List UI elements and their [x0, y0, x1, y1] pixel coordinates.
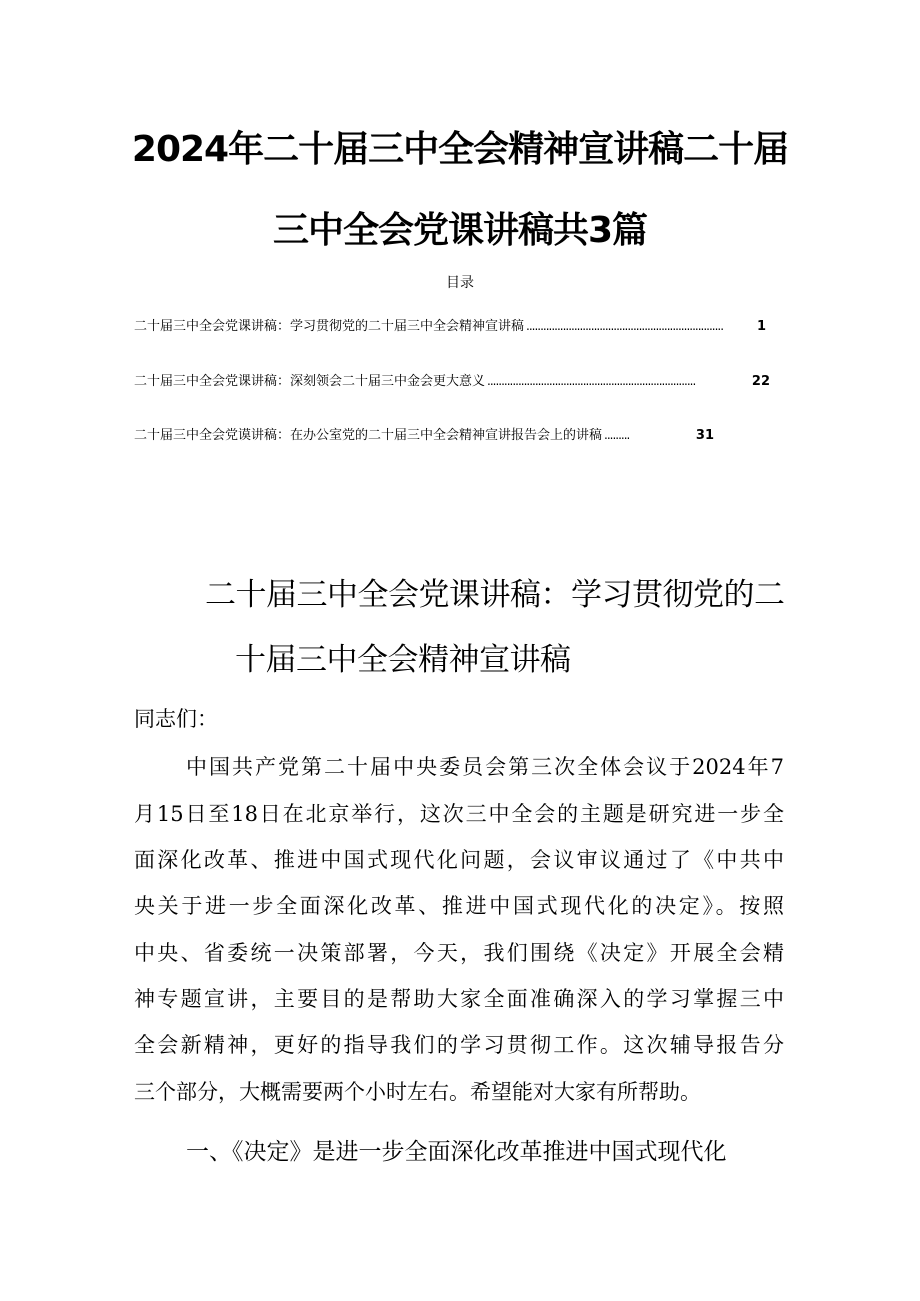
paragraph-line: 面深化改革、推进中国式现代化问题，会议审议通过了《中共中 — [134, 848, 784, 872]
toc-leader-dots: ......... — [604, 428, 630, 442]
section-title-line-1: 二十届三中全会党课讲稿：学习贯彻党的二 — [205, 577, 785, 613]
paragraph-line: 全会新精神，更好的指导我们的学习贯彻工作。这次辅导报告分 — [134, 1033, 784, 1057]
toc-heading: 目录 — [446, 275, 474, 291]
toc-page-number: 1 — [756, 319, 766, 334]
toc-entry-text: 二十届三中全会党课讲稿：深刻领会二十届三中金会更大意义 — [134, 374, 486, 389]
document-title-line-1: 2024年二十届三中全会精神宣讲稿二十届 — [131, 129, 789, 170]
toc-page-number: 31 — [695, 428, 714, 443]
toc-page-number: 22 — [751, 374, 770, 389]
toc-entry[interactable] — [134, 425, 714, 445]
section-subheading: 一、《决定》是进一步全面深化改革推进中国式现代化 — [186, 1139, 727, 1165]
toc-leader-dots: ...................................................................... — [526, 319, 724, 333]
section-title-line-2: 十届三中全会精神宣讲稿 — [235, 642, 571, 678]
toc-leader-dots: .......................................................................... — [487, 374, 696, 388]
paragraph-line: 中央、省委统一决策部署，今天，我们围绕《决定》开展全会精 — [134, 941, 784, 965]
toc-entry[interactable] — [134, 371, 770, 391]
salutation: 同志们： — [134, 707, 218, 731]
paragraph-line: 三个部分，大概需要两个小时左右。希望能对大家有所帮助。 — [134, 1080, 701, 1104]
document-title-line-2: 三中全会党课讲稿共3篇 — [272, 210, 648, 251]
paragraph-line: 中国共产党第二十届中央委员会第三次全体会议于2024年7 — [186, 755, 784, 779]
toc-entry-text: 二十届三中全会党课讲稿：学习贯彻党的二十届三中全会精神宣讲稿 — [134, 319, 525, 334]
toc-entry-text: 二十届三中全会党谟讲稿：在办公室党的二十届三中全会精神宣讲报告会上的讲稿 — [134, 428, 603, 443]
paragraph-line: 央关于进一步全面深化改革、推进中国式现代化的决定》。按照 — [134, 894, 784, 918]
paragraph-line: 月15日至18日在北京举行，这次三中全会的主题是研究进一步全 — [134, 802, 784, 826]
toc-entry[interactable] — [134, 316, 766, 336]
paragraph-line: 神专题宣讲，主要目的是帮助大家全面准确深入的学习掌握三中 — [134, 987, 784, 1011]
